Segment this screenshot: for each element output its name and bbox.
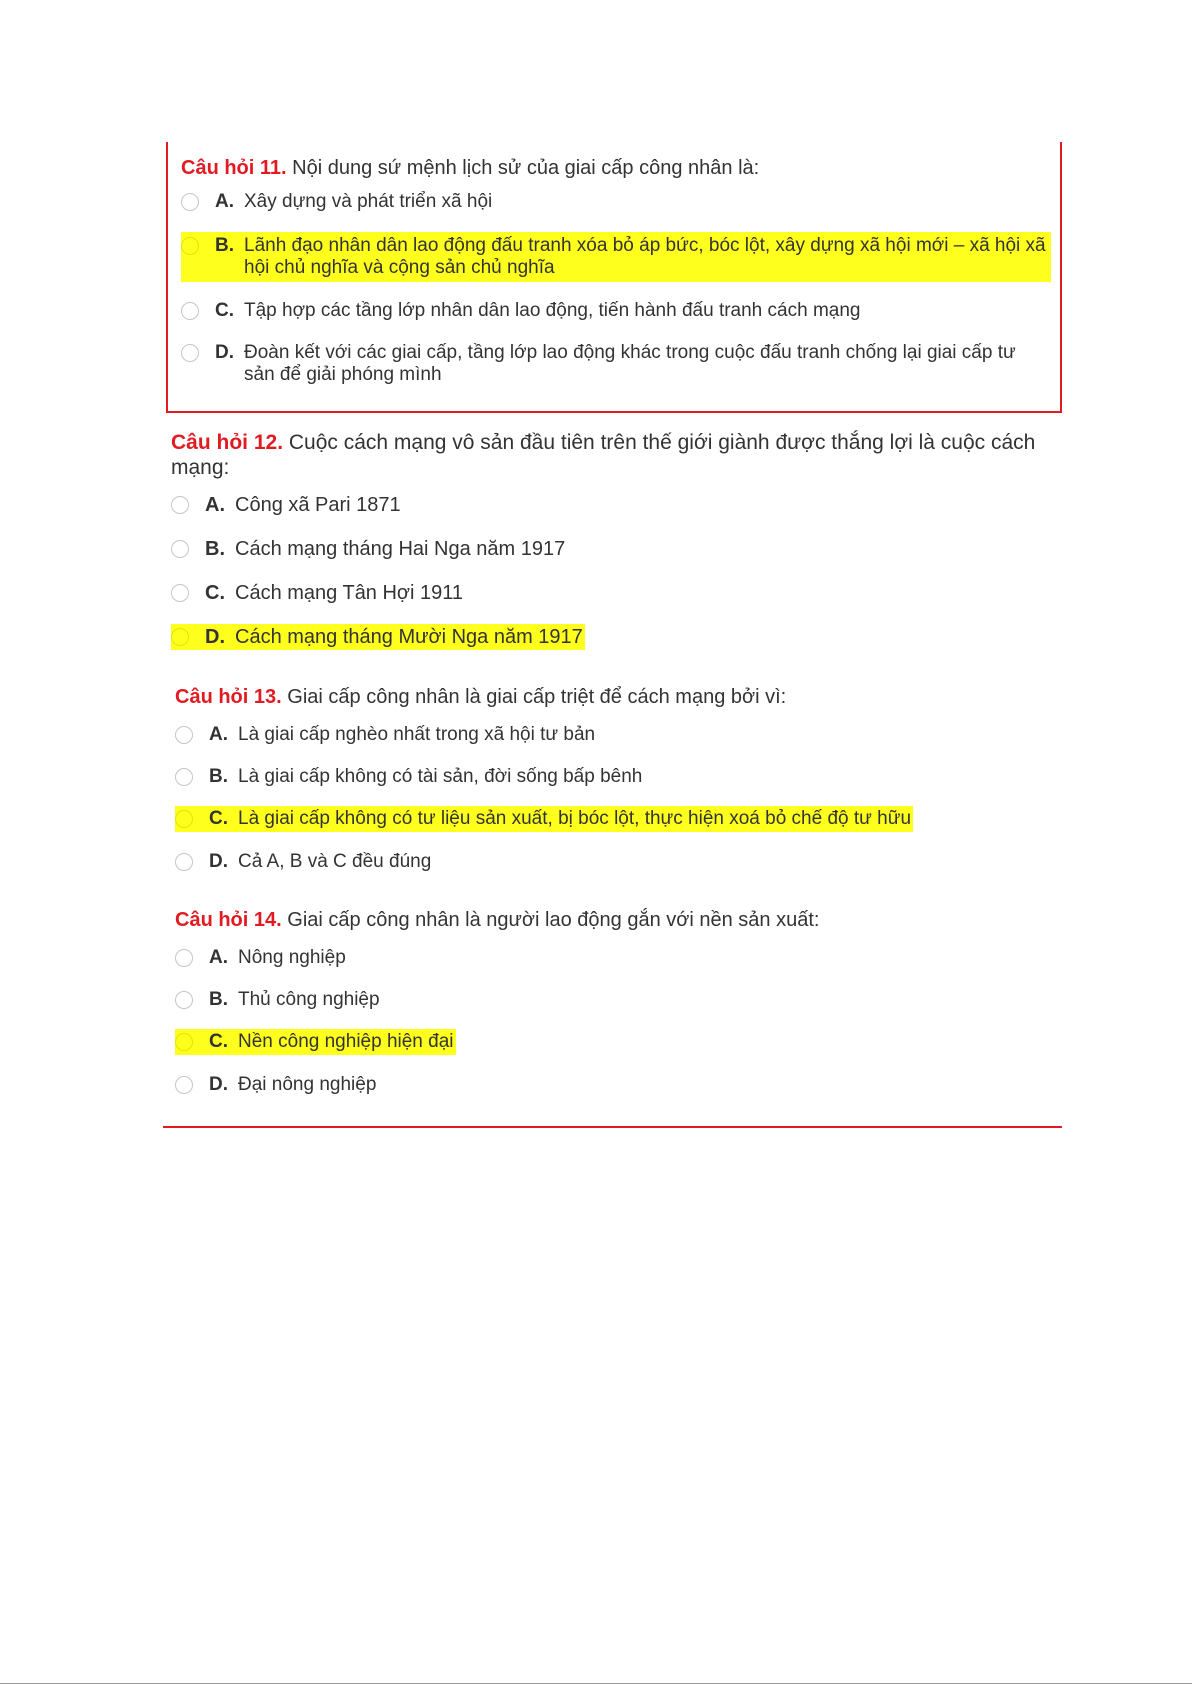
option-text: Công xã Pari 1871 xyxy=(235,494,401,516)
question-11-text: Nội dung sứ mệnh lịch sử của giai cấp công nhân là: xyxy=(292,157,760,179)
question-11-option-b[interactable] xyxy=(181,232,1051,282)
option-text: Là giai cấp nghèo nhất trong xã hội tư bản xyxy=(238,724,596,745)
radio-icon[interactable] xyxy=(171,628,189,646)
option-letter: D. xyxy=(209,851,228,872)
question-14-label: Câu hỏi 14. xyxy=(175,909,282,931)
question-11-option-a[interactable] xyxy=(181,191,1051,213)
option-letter: B. xyxy=(209,766,228,787)
option-letter: D. xyxy=(205,626,225,648)
option-letter: A. xyxy=(209,724,228,745)
radio-icon[interactable] xyxy=(181,344,199,362)
radio-icon[interactable] xyxy=(175,1076,193,1094)
question-12 xyxy=(171,430,1051,651)
question-13-title xyxy=(175,684,1055,710)
question-14-text: Giai cấp công nhân là người lao động gắn với nền sản xuất: xyxy=(287,909,820,931)
section-divider xyxy=(163,1126,1062,1128)
question-14-option-b[interactable] xyxy=(175,989,1055,1011)
question-12-option-a[interactable] xyxy=(171,494,1051,516)
question-12-option-d[interactable] xyxy=(171,624,585,650)
question-12-option-b[interactable] xyxy=(171,538,1051,560)
option-letter: A. xyxy=(209,947,228,968)
question-14-option-c[interactable] xyxy=(175,1029,456,1055)
option-letter: A. xyxy=(205,494,225,516)
option-text: Thủ công nghiệp xyxy=(238,989,380,1010)
question-13-option-d[interactable] xyxy=(175,851,1055,873)
option-text: Cách mạng tháng Hai Nga năm 1917 xyxy=(235,538,566,560)
option-text: Lãnh đạo nhân dân lao động đấu tranh xóa bỏ áp bức, bóc lột, xây dựng xã hội mới – xã hội xã hội chủ nghĩa và cộng sản chủ nghĩa xyxy=(244,235,1046,278)
radio-icon[interactable] xyxy=(175,1033,193,1051)
radio-icon[interactable] xyxy=(175,726,193,744)
question-12-label: Câu hỏi 12. xyxy=(171,431,284,454)
option-text: Cách mạng tháng Mười Nga năm 1917 xyxy=(235,626,583,648)
question-12-title xyxy=(171,430,1051,480)
question-14-title xyxy=(175,907,1055,933)
question-11-option-c[interactable] xyxy=(181,300,1051,322)
radio-icon[interactable] xyxy=(171,496,189,514)
radio-icon[interactable] xyxy=(171,584,189,602)
question-13-option-b[interactable] xyxy=(175,766,1055,788)
option-text: Cả A, B và C đều đúng xyxy=(238,851,432,872)
option-text: Xây dựng và phát triển xã hội xyxy=(244,191,493,212)
question-12-text: Cuộc cách mạng vô sản đầu tiên trên thế giới giành được thắng lợi là cuộc cách mạng: xyxy=(171,431,1036,479)
radio-icon[interactable] xyxy=(175,853,193,871)
option-letter: A. xyxy=(215,191,234,212)
option-letter: D. xyxy=(215,342,234,363)
question-13-text: Giai cấp công nhân là giai cấp triệt để cách mạng bởi vì: xyxy=(287,686,787,708)
option-letter: C. xyxy=(209,808,228,829)
radio-icon[interactable] xyxy=(171,540,189,558)
question-11-label: Câu hỏi 11. xyxy=(181,157,287,179)
option-text: Cách mạng Tân Hợi 1911 xyxy=(235,582,464,604)
radio-icon[interactable] xyxy=(181,193,199,211)
option-text: Là giai cấp không có tư liệu sản xuất, bị bóc lột, thực hiện xoá bỏ chế độ tư hữu xyxy=(238,808,912,829)
option-letter: B. xyxy=(209,989,228,1010)
question-11-option-d[interactable] xyxy=(181,342,1041,386)
question-13-option-c[interactable] xyxy=(175,806,913,832)
question-12-option-c[interactable] xyxy=(171,582,1051,604)
question-11-title xyxy=(181,155,1051,181)
radio-icon[interactable] xyxy=(181,302,199,320)
option-text: Tập hợp các tầng lớp nhân dân lao động, tiến hành đấu tranh cách mạng xyxy=(244,300,861,321)
option-letter: C. xyxy=(205,582,225,604)
question-13-label: Câu hỏi 13. xyxy=(175,686,282,708)
option-text: Nông nghiệp xyxy=(238,947,346,968)
radio-icon[interactable] xyxy=(175,810,193,828)
option-text: Là giai cấp không có tài sản, đời sống bấp bênh xyxy=(238,766,643,787)
radio-icon[interactable] xyxy=(175,768,193,786)
question-13 xyxy=(175,684,1055,873)
question-11 xyxy=(181,155,1051,386)
option-letter: C. xyxy=(209,1031,228,1052)
radio-icon[interactable] xyxy=(175,949,193,967)
question-14-option-d[interactable] xyxy=(175,1074,1055,1096)
question-14 xyxy=(175,907,1055,1096)
option-letter: B. xyxy=(215,235,234,256)
question-14-option-a[interactable] xyxy=(175,947,1055,969)
option-letter: C. xyxy=(215,300,234,321)
question-13-option-a[interactable] xyxy=(175,724,1055,746)
option-text: Nền công nghiệp hiện đại xyxy=(238,1031,454,1052)
option-letter: D. xyxy=(209,1074,228,1095)
option-text: Đoàn kết với các giai cấp, tầng lớp lao động khác trong cuộc đấu tranh chống lại giai cấp tư sản để giải phóng mình xyxy=(244,342,1016,385)
page-edge-line xyxy=(0,1683,1192,1684)
radio-icon[interactable] xyxy=(175,991,193,1009)
radio-icon[interactable] xyxy=(181,237,199,255)
option-letter: B. xyxy=(205,538,225,560)
option-text: Đại nông nghiệp xyxy=(238,1074,377,1095)
